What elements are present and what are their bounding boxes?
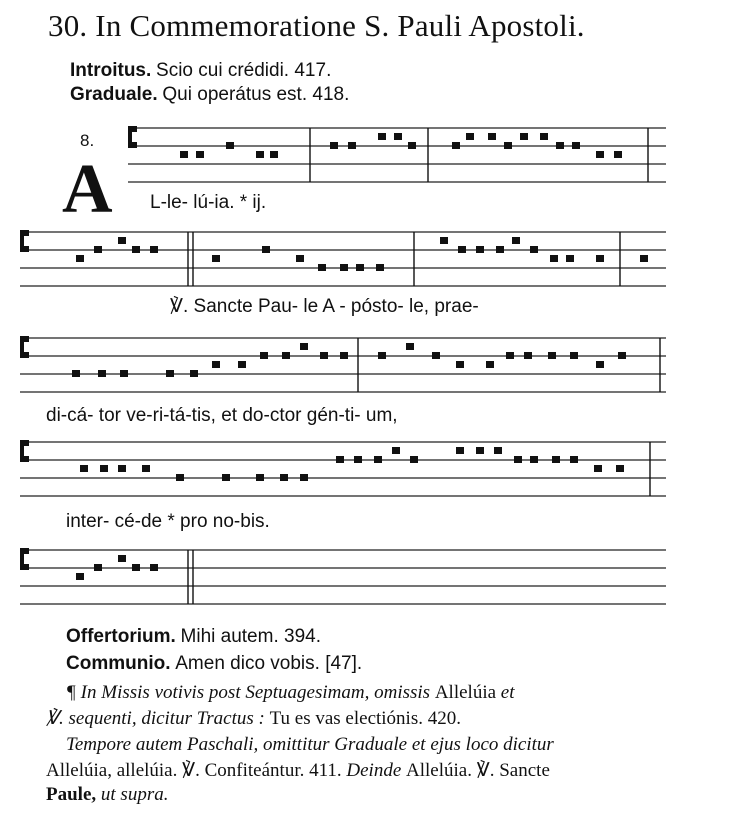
neume xyxy=(180,151,188,158)
neume xyxy=(196,151,204,158)
neume xyxy=(176,474,184,481)
neume xyxy=(556,142,564,149)
neume xyxy=(394,133,402,140)
neume xyxy=(356,264,364,271)
clef-icon xyxy=(20,440,29,462)
graduale-line xyxy=(70,84,349,106)
neume xyxy=(486,361,494,368)
rubric-2b: Tu es vas electiónis. 420. xyxy=(269,708,461,729)
rubric-3: Tempore autem Paschali, omittitur Graduale et ejus loco dicitur xyxy=(66,734,554,755)
rubric-1b: Allelúia xyxy=(434,682,497,703)
mode-number: 8. xyxy=(80,131,95,150)
neume xyxy=(300,343,308,350)
neume xyxy=(226,142,234,149)
lyric-line-2: ℣. Sancte Pau- le A - pósto- le, prae- xyxy=(170,296,479,317)
staff-2 xyxy=(0,222,748,292)
neume xyxy=(494,447,502,454)
neume xyxy=(410,456,418,463)
neume xyxy=(408,142,416,149)
neume xyxy=(260,352,268,359)
neume xyxy=(256,474,264,481)
neume xyxy=(504,142,512,149)
neume xyxy=(348,142,356,149)
neume xyxy=(596,255,604,262)
neume xyxy=(514,456,522,463)
neume xyxy=(142,465,150,472)
neume xyxy=(132,246,140,253)
neume xyxy=(374,456,382,463)
neume xyxy=(458,246,466,253)
neume xyxy=(476,246,484,253)
lyric-line-3: di-cá- tor ve-ri-tá-tis, et do-ctor gén-ti- um, xyxy=(46,405,398,426)
neume xyxy=(406,343,414,350)
neume xyxy=(548,352,556,359)
neume xyxy=(94,564,102,571)
neume xyxy=(496,246,504,253)
neume xyxy=(212,361,220,368)
neume xyxy=(262,246,270,253)
neume xyxy=(456,447,464,454)
neume xyxy=(572,142,580,149)
rubric-1c: et xyxy=(500,682,515,703)
neume xyxy=(222,474,230,481)
introitus-label: Introitus. xyxy=(70,60,152,81)
rubric-line-5 xyxy=(46,784,168,806)
staff-4 xyxy=(0,432,748,502)
introitus-text: Scio cui crédidi. 417. xyxy=(156,60,332,81)
neume xyxy=(94,246,102,253)
neume xyxy=(336,456,344,463)
rubric-5a: Paule, xyxy=(46,784,97,805)
rubric-line-4 xyxy=(46,759,550,782)
neume xyxy=(150,246,158,253)
neume xyxy=(618,352,626,359)
neume xyxy=(530,456,538,463)
neume xyxy=(166,370,174,377)
neume xyxy=(280,474,288,481)
neume xyxy=(392,447,400,454)
neume xyxy=(98,370,106,377)
rubric-line-1 xyxy=(66,682,515,704)
rubric-4a: Allelúia, allelúia. ℣. Confiteántur. 411. xyxy=(46,760,342,781)
neume xyxy=(76,255,84,262)
neume xyxy=(614,151,622,158)
neume xyxy=(318,264,326,271)
neume xyxy=(512,237,520,244)
graduale-text: Qui operátus est. 418. xyxy=(162,84,350,105)
rubric-4c: Allelúia. ℣. Sancte xyxy=(406,760,550,781)
neume xyxy=(282,352,290,359)
neume xyxy=(520,133,528,140)
neume xyxy=(440,237,448,244)
clef-icon xyxy=(20,548,29,570)
neume xyxy=(212,255,220,262)
staff-5 xyxy=(0,540,748,610)
neume xyxy=(488,133,496,140)
neume xyxy=(466,133,474,140)
neume xyxy=(72,370,80,377)
staff-1 xyxy=(0,118,748,188)
neume xyxy=(330,142,338,149)
neume xyxy=(270,151,278,158)
rubric-1a: ¶ In Missis votivis post Septuagesimam, omissis xyxy=(66,682,431,703)
neume xyxy=(550,255,558,262)
neume xyxy=(132,564,140,571)
offertorium-line xyxy=(66,626,321,648)
neume xyxy=(80,465,88,472)
neume xyxy=(566,255,574,262)
page-title: 30. In Commemoratione S. Pauli Apostoli. xyxy=(48,8,585,43)
neume xyxy=(238,361,246,368)
rubric-2a: ℣. sequenti, dicitur Tractus : xyxy=(46,708,265,729)
neume xyxy=(640,255,648,262)
offertorium-label: Offertorium. xyxy=(66,626,176,647)
staff-3 xyxy=(0,328,748,398)
neume xyxy=(76,573,84,580)
communio-line xyxy=(66,653,362,675)
neume xyxy=(120,370,128,377)
neume xyxy=(452,142,460,149)
neume xyxy=(596,151,604,158)
neume xyxy=(552,456,560,463)
neume xyxy=(378,352,386,359)
neume xyxy=(320,352,328,359)
rubric-line-2 xyxy=(46,707,461,730)
neume xyxy=(596,361,604,368)
neume xyxy=(376,264,384,271)
neume xyxy=(432,352,440,359)
neume xyxy=(616,465,624,472)
neume xyxy=(524,352,532,359)
neume xyxy=(456,361,464,368)
neume xyxy=(530,246,538,253)
neume xyxy=(570,352,578,359)
neume xyxy=(340,264,348,271)
neume xyxy=(118,465,126,472)
neume xyxy=(506,352,514,359)
initial-letter: A xyxy=(62,151,113,228)
neume xyxy=(300,474,308,481)
lyric-line-4: inter- cé-de * pro no-bis. xyxy=(66,511,270,532)
neume xyxy=(378,133,386,140)
neume xyxy=(476,447,484,454)
neume xyxy=(118,237,126,244)
clef-icon xyxy=(20,230,29,252)
communio-text: Amen dico vobis. [47]. xyxy=(175,653,363,674)
clef-icon xyxy=(128,126,137,148)
neume xyxy=(594,465,602,472)
neume xyxy=(354,456,362,463)
neume xyxy=(100,465,108,472)
neume xyxy=(570,456,578,463)
neume xyxy=(190,370,198,377)
neume xyxy=(340,352,348,359)
lyric-line-1: L-le- lú-ia. * ij. xyxy=(150,192,267,213)
neume xyxy=(150,564,158,571)
rubric-4b: Deinde xyxy=(346,760,402,781)
offertorium-text: Mihi autem. 394. xyxy=(180,626,321,647)
rubric-line-3 xyxy=(66,734,554,756)
clef-icon xyxy=(20,336,29,358)
neume xyxy=(296,255,304,262)
neume xyxy=(540,133,548,140)
graduale-label: Graduale. xyxy=(70,84,158,105)
neume xyxy=(256,151,264,158)
rubric-5b: ut supra. xyxy=(100,784,169,805)
introitus-line xyxy=(70,60,331,82)
communio-label: Communio. xyxy=(66,653,171,674)
neume xyxy=(118,555,126,562)
